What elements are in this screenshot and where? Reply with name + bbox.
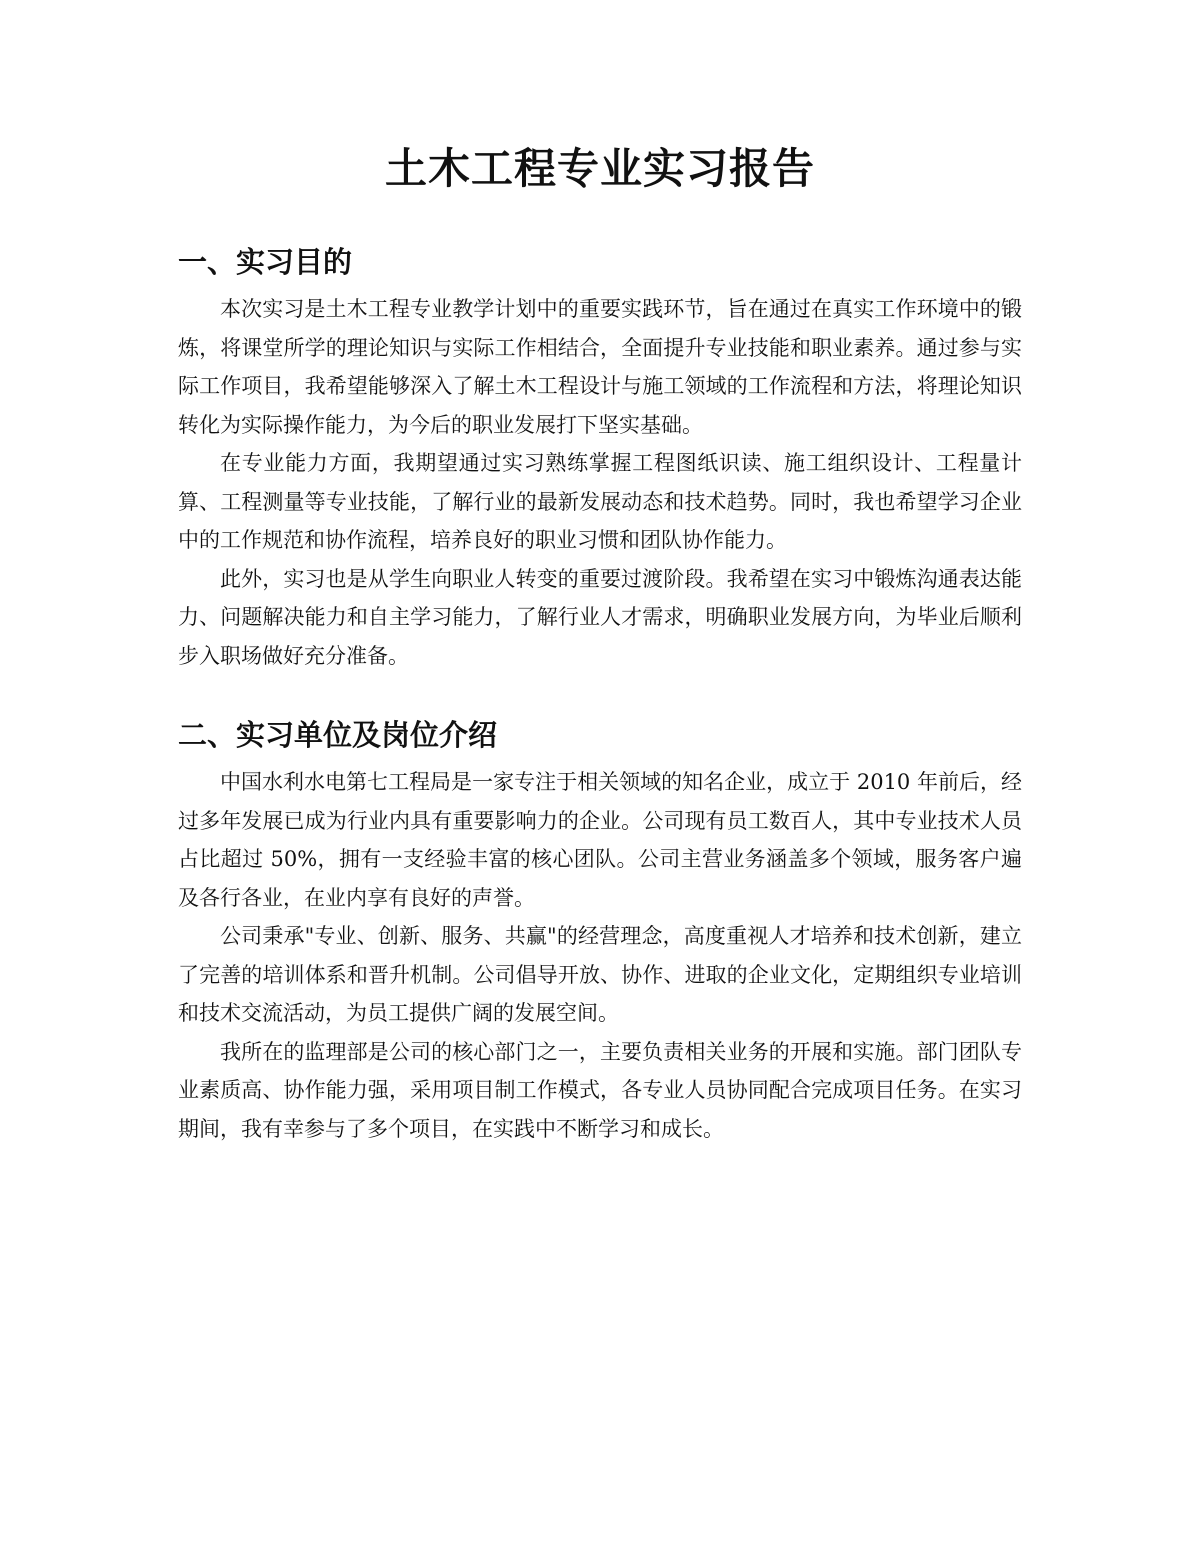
section-heading: 一、实习目的 [178, 245, 353, 279]
section-body [178, 290, 1022, 675]
section-company-and-position [178, 713, 1022, 1148]
paragraph: 我所在的监理部是公司的核心部门之一，主要负责相关业务的开展和实施。部门团队专业素质高、协作能力强，采用项目制工作模式，各专业人员协同配合完成项目任务。在实习期间，我有幸参与了多个项目，在实践中不断学习和成长。 [178, 1039, 1022, 1141]
paragraph: 公司秉承"专业、创新、服务、共赢"的经营理念，高度重视人才培养和技术创新，建立了完善的培训体系和晋升机制。公司倡导开放、协作、进取的企业文化，定期组织专业培训和技术交流活动，为员工提供广阔的发展空间。 [178, 924, 1022, 1025]
paragraph: 在专业能力方面，我期望通过实习熟练掌握工程图纸识读、施工组织设计、工程量计算、工程测量等专业技能，了解行业的最新发展动态和技术趋势。同时，我也希望学习企业中的工作规范和协作流程，培养良好的职业习惯和团队协作能力。 [178, 451, 1022, 552]
paragraph: 中国水利水电第七工程局是一家专注于相关领域的知名企业，成立于 2010 年前后，经过多年发展已成为行业内具有重要影响力的企业。公司现有员工数百人，其中专业技术人员占比超过 50%，拥有一支经验丰富的核心团队。公司主营业务涵盖多个领域，服务客户遍及各行各业，在业内享有良好的声誉。 [178, 770, 1022, 910]
paragraph: 此外，实习也是从学生向职业人转变的重要过渡阶段。我希望在实习中锻炼沟通表达能力、问题解决能力和自主学习能力，了解行业人才需求，明确职业发展方向，为毕业后顺利步入职场做好充分准备。 [178, 566, 1022, 668]
section-heading: 二、实习单位及岗位介绍 [178, 718, 498, 752]
section-internship-purpose [178, 240, 1022, 675]
document-title: 土木工程专业实习报告 [384, 144, 815, 193]
paragraph: 本次实习是土木工程专业教学计划中的重要实践环节，旨在通过在真实工作环境中的锻炼，将课堂所学的理论知识与实际工作相结合，全面提升专业技能和职业素养。通过参与实际工作项目，我希望能够深入了解土木工程设计与施工领域的工作流程和方法，将理论知识转化为实际操作能力，为今后的职业发展打下坚实基础。 [178, 297, 1022, 437]
section-body [178, 763, 1022, 1148]
